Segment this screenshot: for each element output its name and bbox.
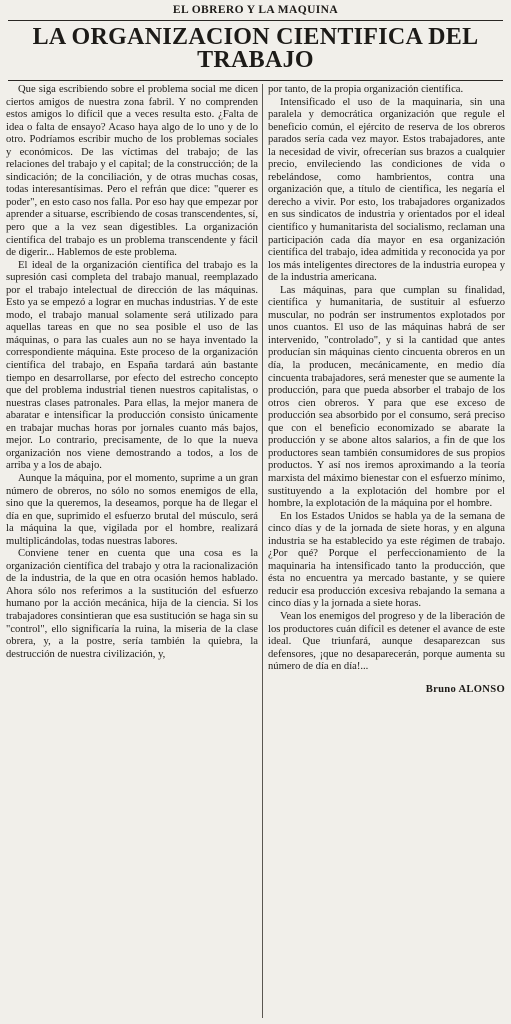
header-rule	[8, 20, 503, 21]
right-column	[268, 84, 505, 1022]
paragraph: Aunque la máquina, por el momento, suprime a un gran número de obreros, no sólo no somos enemigos de ella, sino que la queremos, la deseamos, porque ha de llegar el día en que, suprimido el esfuerzo brutal del músculo, será la máquina la que, vigilada por el hombre, realizará multiplicándolas, todas nuestras labores.	[6, 472, 258, 547]
paragraph: Las máquinas, para que cumplan su finalidad, científica y humanitaria, de sustituir al esfuerzo muscular, no podrán ser instrumentos explotados por unos cuantos. El uso de las máquinas habrá de ser intervenido, "controlado", y si la cantidad que antes producían sin máquinas ciento cincuenta obreros en un día, la producen, mecánicamente, en medio día cincuenta trabajadores, será menester que se aumente la producción, para que pueda absorber el trabajo de los otros cien obreros. Y para que ese exceso de producción sea absorbido por el consumo, será preciso que con el beneficio economizado se abarate la producción y se abone altos salarios, a fin de que los productores sean también consumidores de sus propios productos. Y así nos iremos aproximando a la teoría marxista del máximo bienestar con el esfuerzo mínimo, sustituyendo a la explotación del hombre por el hombre, la explotación de la máquina por el hombre.	[268, 284, 505, 510]
left-column	[6, 84, 258, 1022]
paragraph: Conviene tener en cuenta que una cosa es la organización científica del trabajo y otra la racionalización de la industria, de la que en otra ocasión hemos hablado. Ahora sólo nos referimos a la sustitución del esfuerzo humano por la acción mecánica, hija de la ciencia. Si los trabajadores consintieran que esa sustitución se haga sin su "control", ello significaría la ruina, la miseria de la clase obrera, y, a la postre, sería también la quiebra, la destrucción de nuestra civilización, y,	[6, 548, 258, 660]
paragraph: Vean los enemigos del progreso y de la liberación de los productores cuán difícil es detener el avance de este ideal. Que triunfará, aunque desaparezcan sus defensores, ¡que no desaparecerán, porque aumenta su número de día en día!...	[268, 610, 505, 673]
article-title-line-1: LA ORGANIZACION CIENTIFICA DEL	[32, 24, 479, 50]
paragraph: El ideal de la organización científica del trabajo es la supresión casi completa del trabajo manual, reemplazado por el trabajo intelectual de dirección de las máquinas. Esto ya se empezó a lograr en muchas industrias. Y de este modo, el trabajo manual solamente será utilizado para aquellas tareas en que no sea posible el uso de las máquinas, o para las cuales aun no se haya inventado la correspondiente máquina. Este proceso de la organización científica del trabajo, en España tardará aún bastante tiempo en desarrollarse, por efecto del estrecho concepto que del problema industrial tienen nuestros capitalistas, o nuestras clases patronales. Para ellas, la mejor manera de abaratar e intensificar la producción consisto únicamente en trabajar muchas horas por jornales cuanto más bajos, mejor. Lo contrario, precisamente, de lo que la nueva organización nos viene demostrando a todos, a los de arriba y a los de abajo.	[6, 259, 258, 472]
column-divider	[262, 84, 263, 1018]
title-rule	[8, 80, 503, 81]
paragraph-continuation: por tanto, de la propia organización científica.	[268, 84, 464, 95]
paragraph: Intensificado el uso de la maquinaria, sin una paralela y democrática organización que regule el beneficio común, el ejército de reserva de los obreros parados sería cada vez mayor. Estos trabajadores, ante la necesidad de vivir, ofrecerían sus brazos a cualquier precio, envileciendo las condiciones de vida o rebelándose, como hambrientos, contra una organización que, a título de científica, les negaría el derecho a vivir. Por esto, los trabajadores organizados en sus sindicatos de industria y orientados por el ideal científico y humanitarista del socialismo, reclaman una participación cada día mayor en esa organización científica del trabajo, idea admitida y reconocida ya por los más inteligentes directores de la industria europea y de la industria americana.	[268, 96, 505, 284]
article-title	[4, 26, 507, 72]
section-header: EL OBRERO Y LA MAQUINA	[172, 4, 339, 16]
paragraph: Que siga escribiendo sobre el problema social me dicen ciertos amigos de nuestra zona fabril. Y no comprenden estos amigos lo difícil que a veces resulta esto. ¿Falta de idea o falta de ensayo? Acaso haya algo de lo uno y de lo otro. Podríamos escribir mucho de los problemas sociales y económicos. De las víctimas del trabajo; de las relaciones del trabajo y el capital; de la construcción; de la sindicación; de la conciliación, y de otras muchas cosas, todas interesantísimas. Pero el refrán que dice: "querer es poder", en esto caso nos falla. Por eso hay que empezar por aprender a situarse, escribiendo de cosas transcendentes, sí, pero que a la vez sean digestibles. La organización científica del trabajo es un problema transcendente y fácil de digerir... Hablemos de este problema.	[6, 84, 258, 259]
article-title-line-2: TRABAJO	[197, 47, 314, 73]
paragraph: En los Estados Unidos se habla ya de la semana de cinco días y de la jornada de siete horas, y en alguna industria se ha establecido ya este régimen de trabajo. ¿Por qué? Porque el perfeccionamiento de la maquinaria ha intensificado tanto la producción, que ésta no encuentra ya mercado bastante, y se quiere reducir esa producción excesiva rebajando la semana a cinco días y la jornada a siete horas.	[268, 510, 505, 610]
author-signature: Bruno ALONSO	[425, 683, 505, 695]
